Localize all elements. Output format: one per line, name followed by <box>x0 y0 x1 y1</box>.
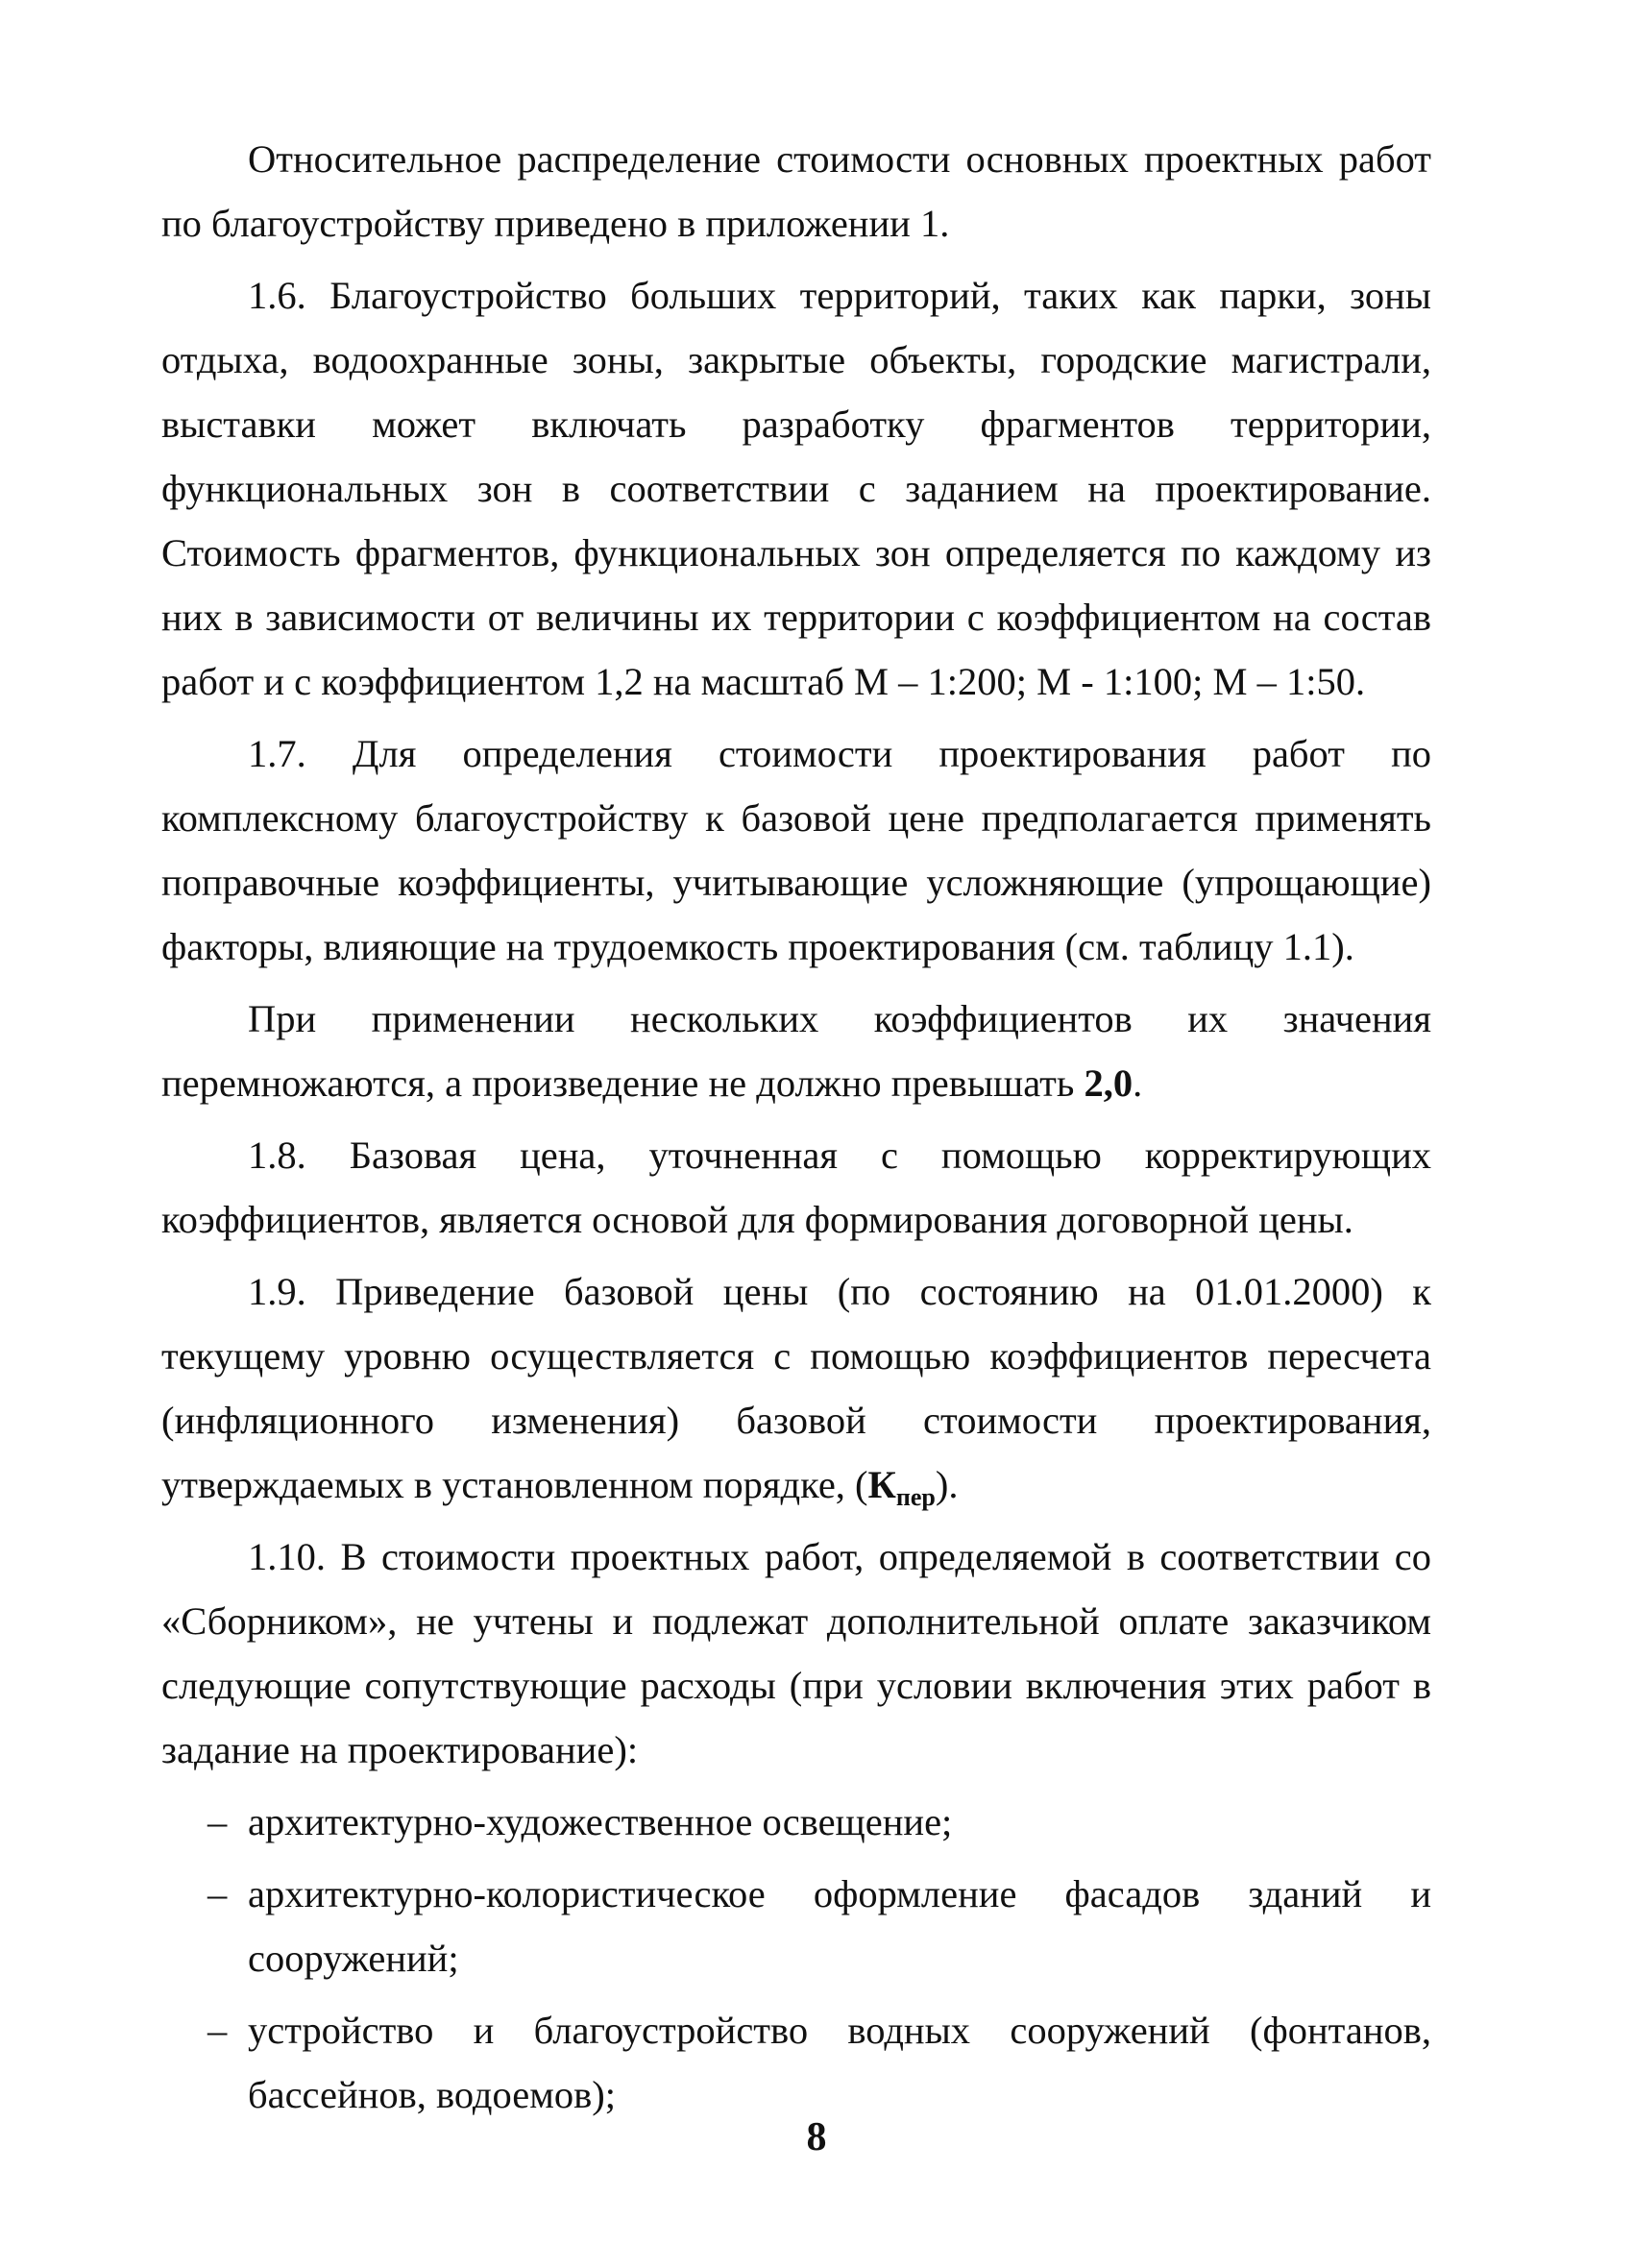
k-subscript: пер <box>895 1483 936 1511</box>
list-item-text: архитектурно-художественное освещение; <box>248 1800 953 1843</box>
paragraph-1-9 <box>161 1259 1431 1517</box>
max-product-value: 2,0 <box>1084 1061 1133 1105</box>
paragraph-cost-distribution: Относительное распределение стоимости основных проектных работ по благоустройству приведено в приложении 1. <box>161 137 1431 245</box>
paragraph-1-7: 1.7. Для определения стоимости проектирования работ по комплексному благоустройству к базовой цене предполагается применять поправочные коэффициенты, учитывающие усложняющие (упрощающие) факторы, влияющие на трудоемкость проектирования (см. таблицу 1.1). <box>161 732 1431 968</box>
list-item-text: архитектурно-колористическое оформление фасадов зданий и сооружений; <box>248 1872 1431 1980</box>
list-item <box>161 1998 1431 2127</box>
paragraph-coefficients-limit <box>161 987 1431 1115</box>
paragraph-1-6: 1.6. Благоустройство больших территорий, таких как парки, зоны отдыха, водоохранные зоны, закрытые объекты, городские магистрали, выставки может включать разработку фрагментов территории, функциональных зон в соответствии с заданием на проектирование. Стоимость фрагментов, функциональных зон определяется по каждому из них в зависимости от величины их территории с коэффициентом на состав работ и с коэффициентом 1,2 на масштаб М – 1:200; М - 1:100; М – 1:50. <box>161 274 1431 703</box>
additional-expenses-list <box>161 1790 1431 2127</box>
paragraph-text: При применении нескольких коэффициентов их значения перемножаются, а произведение не должно превышать <box>161 997 1431 1105</box>
list-item <box>161 1790 1431 1854</box>
document-page <box>161 127 1431 2134</box>
dash-bullet: – <box>207 1872 228 1915</box>
list-item <box>161 1862 1431 1990</box>
page-number: 8 <box>806 2115 827 2159</box>
dash-bullet: – <box>207 1800 228 1843</box>
list-item-text: устройство и благоустройство водных сооружений (фонтанов, бассейнов, водоемов); <box>248 2009 1431 2116</box>
paragraph-text-end: ). <box>935 1463 959 1506</box>
paragraph-text-end: . <box>1133 1061 1143 1105</box>
paragraph-text: 1.9. Приведение базовой цены (по состоянию на 01.01.2000) к текущему уровню осуществляется с помощью коэффициентов пересчета (инфляционного изменения) базовой стоимости проектирования, утверждаемых в установленном порядке, ( <box>161 1270 1431 1506</box>
k-symbol: К <box>867 1463 896 1506</box>
paragraph-1-10: 1.10. В стоимости проектных работ, определяемой в соответствии со «Сборником», не учтены и подлежат дополнительной оплате заказчиком следующие сопутствующие расходы (при условии включения этих работ в задание на проектирование): <box>161 1535 1431 1771</box>
k-per-symbol <box>867 1463 936 1511</box>
dash-bullet: – <box>207 2009 228 2052</box>
paragraph-1-8: 1.8. Базовая цена, уточненная с помощью корректирующих коэффициентов, является основой для формирования договорной цены. <box>161 1134 1431 1241</box>
